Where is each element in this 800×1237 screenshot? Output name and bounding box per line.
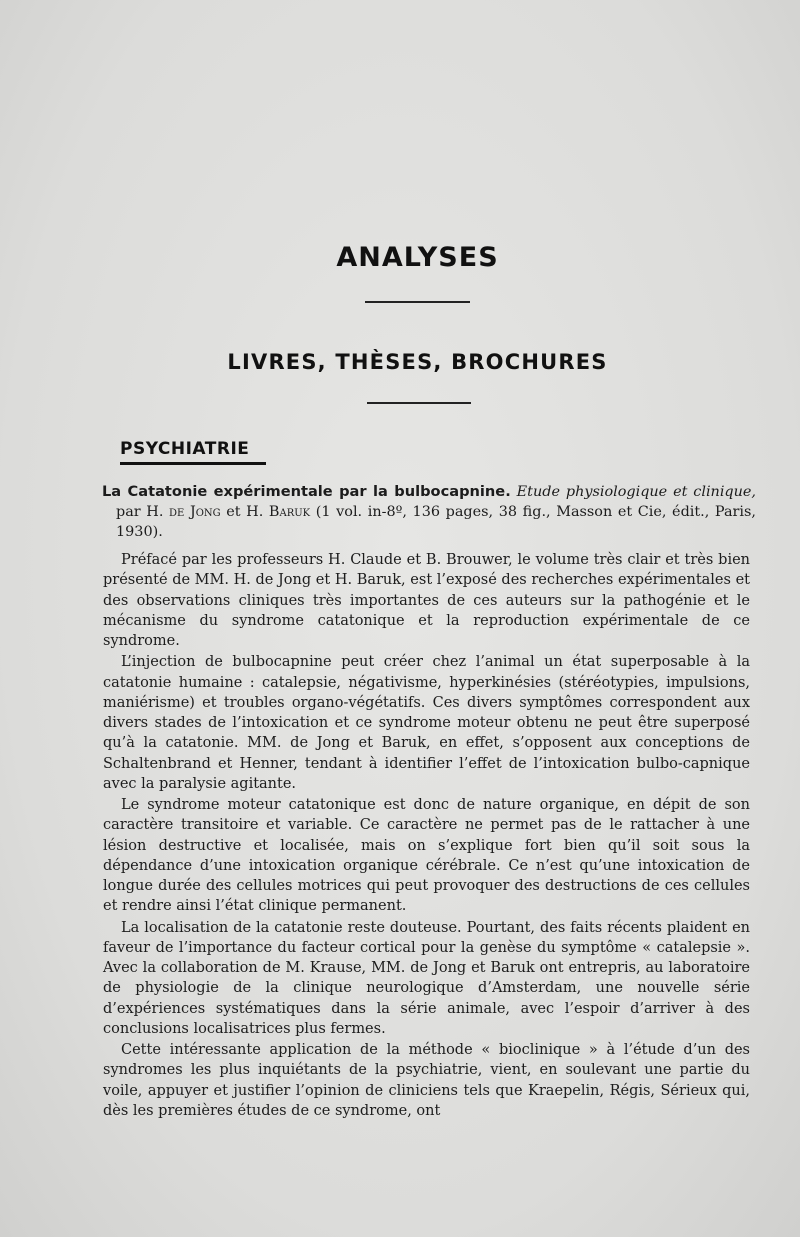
paragraph: La localisation de la catatonie reste douteuse. Pourtant, des faits récents plaident en faveur de l’importance du facteur cortical pour la genèse du symptôme « catalepsie ». Avec la collaboration de M. Krause, MM. de Jong et Baruk ont entrepris, au laboratoire de physiologie de la clinique neurologique d’Amsterdam, une nouvelle série d’expériences systématiques dans la série animale, avec l’espoir d’arriver à des conclusions localisatrices plus fermes. <box>103 919 750 1037</box>
title-divider <box>365 301 470 303</box>
entry-details: (1 vol. in-8º, 136 pages, 38 fig., Masson et Cie, édit., Paris, 1930). <box>116 504 756 540</box>
entry-and: et H. <box>226 504 264 520</box>
section-heading: PSYCHIATRIE <box>120 439 250 459</box>
book-entry <box>102 482 756 542</box>
entry-author-1: de Jong <box>169 504 221 520</box>
paragraph: Le syndrome moteur catatonique est donc de nature organique, en dépit de son caractère transitoire et variable. Ce caractère ne permet pas de le rattacher à une lésion destructive et localisée, mais on s’explique fort bien qu’il soit sous la dépendance d’une intoxication organique cérébrale. Ce n’est qu’une intoxication de longue durée des cellules motrices qui peut provoquer des destructions de ces cellules et rendre ainsi l’état clinique permanent. <box>103 797 750 915</box>
entry-author-2: Baruk <box>268 504 311 520</box>
subtitle-divider <box>367 402 471 404</box>
paragraph: Cette intéressante application de la méthode « bioclinique » à l’étude d’un des syndromes les plus inquiétants de la psychiatrie, vient, en soulevant une partie du voile, appuyer et justifier l’opinion de cliniciens tels que Kraepelin, Régis, Sérieux qui, dès les premières études de ce syndrome, ont <box>103 1042 750 1119</box>
entry-by: par H. <box>116 504 164 520</box>
page-title: ANALYSES <box>336 242 499 273</box>
paragraph: Préfacé par les professeurs H. Claude et B. Brouwer, le volume très clair et très bien présenté de MM. H. de Jong et H. Baruk, est l’exposé des recherches expérimentales et des observations cliniques très importantes de ces auteurs sur la pathogénie et le mécanisme du syndrome catatonique et la reproduction expérimentale de ce syndrome. <box>103 552 750 649</box>
entry-subtitle: Etude physiologique et clinique, <box>516 484 757 500</box>
paragraph: L’injection de bulbocapnine peut créer chez l’animal un état superposable à la catatonie humaine : catalepsie, négativisme, hyperkinésies (stéréotypies, impulsions, maniérisme) et troubles organo-végétatifs. Ces divers symptômes correspondent aux divers stades de l’intoxication et ce syndrome moteur obtenu ne peut être superposé qu’à la catatonie. MM. de Jong et Baruk, en effet, s’opposent aux conceptions de Schaltenbrand et Henner, tendant à identifier l’effet de l’intoxication bulbo-capnique avec la paralysie agitante. <box>103 654 750 792</box>
section-underline <box>120 462 266 465</box>
page-subtitle: LIVRES, THÈSES, BROCHURES <box>227 350 608 374</box>
review-body <box>103 550 750 1121</box>
entry-title: La Catatonie expérimentale par la bulbocapnine. <box>102 483 511 500</box>
